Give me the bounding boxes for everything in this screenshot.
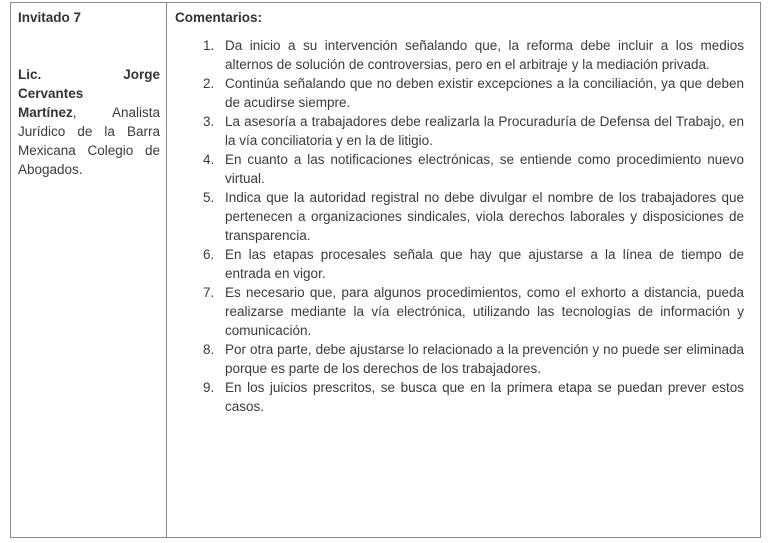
comment-item xyxy=(175,378,750,416)
comment-item xyxy=(175,36,750,74)
guest-title: Lic. xyxy=(18,67,42,82)
comments-column xyxy=(167,3,760,537)
comment-item xyxy=(175,245,750,283)
comment-number: 3. xyxy=(203,114,215,129)
comment-number: 6. xyxy=(203,247,215,262)
comment-text: Indica que la autoridad registral no debe divulgar el nombre de los trabajadores que pertenecen a organizaciones sindicales, viola derechos laborales y disposiciones de transparencia. xyxy=(225,190,744,243)
comment-number: 8. xyxy=(203,342,215,357)
comments-list xyxy=(175,36,750,416)
comment-item xyxy=(175,188,750,245)
guest-column xyxy=(11,3,167,537)
guest-name-line xyxy=(18,65,160,84)
comment-item xyxy=(175,150,750,188)
comment-number: 1. xyxy=(203,38,215,53)
comment-text: En cuanto a las notificaciones electrónicas, se entiende como procedimiento nuevo virtual. xyxy=(225,152,744,186)
comment-text: En las etapas procesales señala que hay que ajustarse a la línea de tiempo de entrada en vigor. xyxy=(225,247,744,281)
comment-number: 7. xyxy=(203,285,215,300)
comment-number: 4. xyxy=(203,152,215,167)
comment-text: Continúa señalando que no deben existir excepciones a la conciliación, ya que deben de acudirse siempre. xyxy=(225,76,744,110)
comment-number: 5. xyxy=(203,190,215,205)
comment-item xyxy=(175,340,750,378)
guest-info xyxy=(18,65,160,179)
comment-number: 9. xyxy=(203,380,215,395)
guest-middle-name: Cervantes xyxy=(18,86,84,101)
document-table xyxy=(10,2,761,538)
comment-text: Da inicio a su intervención señalando que, la reforma debe incluir a los medios alternos de solución de controversias, pero en el arbitraje y la mediación privada. xyxy=(225,38,744,72)
comment-item xyxy=(175,74,750,112)
comment-item xyxy=(175,112,750,150)
comment-item xyxy=(175,283,750,340)
comment-text: En los juicios prescritos, se busca que en la primera etapa se puedan prever estos casos. xyxy=(225,380,744,414)
guest-header: Invitado 7 xyxy=(18,10,82,25)
guest-last-name: Martínez xyxy=(18,105,73,120)
comment-text: Por otra parte, debe ajustarse lo relacionado a la prevención y no puede ser eliminada porque es parte de los derechos de los trabajadores. xyxy=(225,342,744,376)
comment-text: Es necesario que, para algunos procedimientos, como el exhorto a distancia, pueda realizarse mediante la vía electrónica, utilizando las tecnologías de información y comunicación. xyxy=(225,285,744,338)
guest-role-text: , Analista Jurídico de la Barra Mexicana Colegio de Abogados. xyxy=(18,105,160,177)
comment-number: 2. xyxy=(203,76,215,91)
guest-first-name: Jorge xyxy=(123,67,160,82)
comment-text: La asesoría a trabajadores debe realizarla la Procuraduría de Defensa del Trabajo, en la vía conciliatoria y en la de litigio. xyxy=(225,114,744,148)
guest-role xyxy=(18,103,160,179)
comments-header: Comentarios: xyxy=(175,10,263,25)
